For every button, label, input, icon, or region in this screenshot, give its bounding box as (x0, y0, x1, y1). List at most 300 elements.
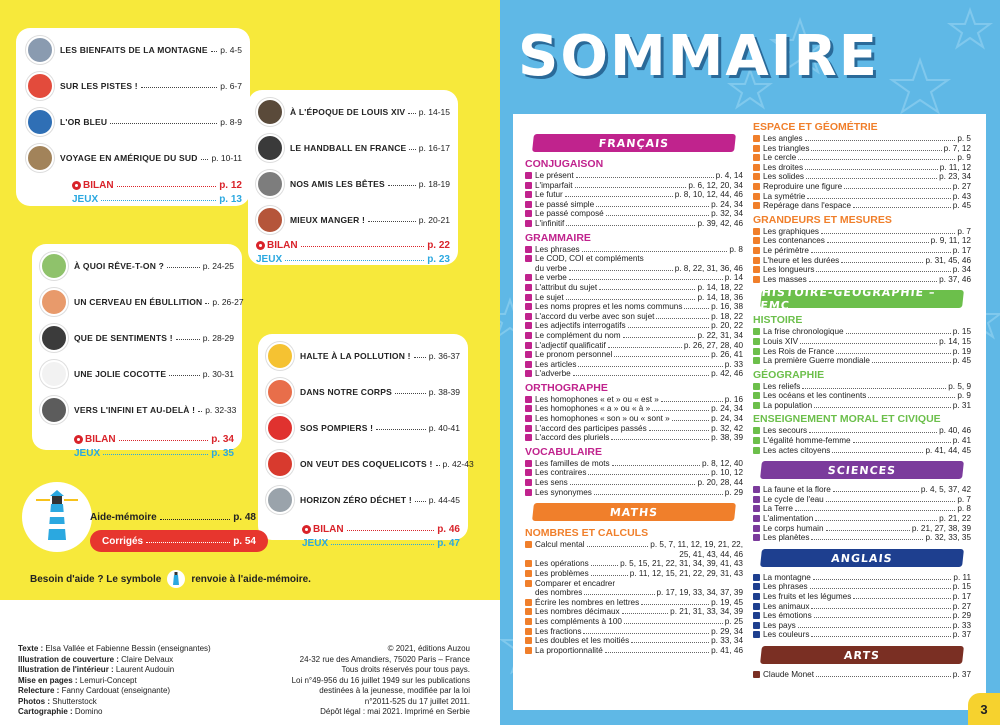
help-note-start: Besoin d'aide ? Le symbole (30, 573, 162, 585)
bilan-link[interactable] (74, 432, 234, 446)
contents-entry[interactable] (753, 426, 971, 436)
dot-leader (566, 219, 695, 226)
corriges-entry[interactable] (90, 530, 268, 552)
entry-label: L'accord des pluriels (535, 433, 610, 443)
lighthouse-small-icon (167, 570, 185, 588)
entry-label: L'adverbe (535, 369, 571, 379)
bullet-icon (525, 608, 532, 615)
dot-leader (176, 334, 200, 340)
bullet-icon (753, 247, 760, 254)
contents-entry[interactable] (525, 617, 743, 627)
bullet-icon (525, 182, 532, 189)
dot-leader (628, 321, 710, 328)
contents-entry[interactable] (525, 254, 743, 273)
contents-entry[interactable] (525, 579, 743, 598)
bullet-icon (753, 593, 760, 600)
entry-pages: p. 32, 42 (711, 423, 743, 433)
bullet-icon (753, 276, 760, 283)
contents-entry[interactable] (525, 293, 743, 303)
bilan-link[interactable] (256, 238, 450, 252)
entry-label: Le passé composé (535, 209, 604, 219)
contents-entry[interactable] (525, 171, 743, 181)
credit-value: Elsa Vallée et Fabienne Bessin (enseignantes) (43, 644, 211, 653)
bullet-icon (753, 357, 760, 364)
dot-leader (832, 446, 923, 453)
topic-row[interactable] (256, 130, 450, 166)
entry-line (535, 579, 743, 589)
entry-pages: p. 37, 46 (939, 274, 971, 284)
bullet-icon (753, 173, 760, 180)
bullet-icon (753, 671, 760, 678)
section-heading: GRAMMAIRE (525, 231, 591, 244)
contents-entry[interactable] (525, 350, 743, 360)
contents-entry[interactable] (525, 341, 743, 351)
dot-leader (868, 391, 955, 398)
entry-label: Les phrases (763, 582, 808, 592)
entry-label-cont: du verbe (535, 263, 567, 273)
topic-row[interactable] (266, 482, 460, 518)
credit-line (18, 665, 211, 676)
bullet-icon (525, 599, 532, 606)
contents-entry[interactable] (753, 611, 971, 621)
bilan-link[interactable] (302, 522, 460, 536)
bullet-icon (525, 415, 532, 422)
contents-entry[interactable] (525, 598, 743, 608)
entry-line (535, 254, 743, 264)
entry-pages: p. 5, 9 (948, 381, 971, 391)
entry-label: Les sens (535, 478, 568, 488)
dot-leader (826, 495, 956, 502)
dot-leader (565, 190, 673, 197)
dot-leader (809, 426, 937, 433)
topic-page: p. 20-21 (418, 215, 450, 225)
bullet-icon (753, 447, 760, 454)
bullet-icon (525, 172, 532, 179)
topic-page: p. 28-29 (202, 333, 234, 343)
dot-leader (811, 630, 950, 637)
bilan-label: BILAN (83, 179, 114, 191)
contents-entry[interactable] (525, 424, 743, 434)
section-heading: GRANDEURS ET MESURES (753, 213, 892, 226)
entry-pages: p. 24, 34 (711, 199, 743, 209)
contents-entry[interactable] (525, 395, 743, 405)
dot-leader (566, 293, 696, 300)
contents-entry[interactable] (753, 153, 971, 163)
bullet-icon (525, 479, 532, 486)
rocket-icon (40, 396, 68, 424)
topic-row[interactable] (256, 202, 450, 238)
dot-leader (388, 180, 416, 186)
contents-entry[interactable] (525, 569, 743, 579)
credit-line (18, 655, 211, 666)
contents-entry[interactable] (753, 602, 971, 612)
dot-leader (814, 611, 951, 618)
entry-pages: p. 41 (952, 436, 971, 446)
entry-label: Calcul mental (535, 540, 585, 550)
contents-entry[interactable] (753, 573, 971, 583)
contents-entry[interactable] (525, 283, 743, 293)
topic-row[interactable] (40, 320, 234, 356)
entry-pages: p. 21, 27, 38, 39 (911, 523, 971, 533)
entry-label: Les fractions (535, 626, 582, 636)
bullet-icon (525, 210, 532, 217)
credit-value: Laurent Audouin (113, 665, 175, 674)
topic-row[interactable] (40, 392, 237, 428)
contents-entry[interactable] (753, 182, 971, 192)
entry-pages: p. 27 (952, 181, 971, 191)
entry-label: La montagne (763, 572, 811, 582)
dot-leader (809, 275, 937, 282)
contents-entry[interactable] (525, 646, 743, 656)
bullet-icon (525, 580, 532, 587)
contents-entry[interactable] (753, 236, 971, 246)
contents-entry[interactable] (753, 227, 971, 237)
dot-leader (205, 298, 209, 304)
entry-label: Les masses (763, 274, 807, 284)
topic-row[interactable] (40, 284, 244, 320)
contents-entry[interactable] (753, 391, 971, 401)
contents-entry[interactable] (753, 347, 971, 357)
contents-entry[interactable] (525, 312, 743, 322)
dot-leader (814, 401, 951, 408)
dot-leader (798, 621, 951, 628)
dot-leader (584, 588, 654, 595)
topic-row[interactable] (256, 166, 450, 202)
page-title: SOMMAIRE (518, 24, 879, 89)
jeux-label: JEUX (74, 447, 101, 459)
entry-label: La faune et la flore (763, 485, 831, 495)
topic-row[interactable] (266, 446, 474, 482)
entry-label: Le pronom personnel (535, 350, 613, 360)
mountain-icon (26, 36, 54, 64)
section-heading: NOMBRES ET CALCULS (525, 527, 649, 540)
earth-icon (26, 108, 54, 136)
entry-pages: p. 11 (953, 572, 971, 582)
contents-entry[interactable] (753, 134, 971, 144)
dot-leader (802, 382, 946, 389)
bullet-icon (525, 351, 532, 358)
subject-banner: ANGLAIS (760, 549, 964, 567)
contents-entry[interactable] (525, 433, 743, 443)
dot-leader (672, 414, 709, 421)
bullet-icon (525, 647, 532, 654)
chicken-icon (40, 360, 68, 388)
aide-memoire-entry[interactable] (90, 512, 256, 523)
contents-entry[interactable] (753, 246, 971, 256)
entry-pages: p. 14 (724, 273, 743, 283)
topic-title: VERS L'INFINI ET AU-DELÀ ! (74, 405, 196, 415)
entry-label: Comparer et encadrer (535, 578, 616, 588)
entry-pages: p. 8, 22, 31, 36, 46 (674, 263, 743, 273)
credit-line (18, 676, 211, 687)
contents-entry[interactable] (753, 670, 971, 680)
dot-leader (415, 496, 426, 502)
contents-entry[interactable] (525, 209, 743, 219)
dot-leader (301, 241, 425, 247)
bullet-icon (753, 486, 760, 493)
jeux-link[interactable] (74, 446, 234, 460)
bullet-icon (525, 628, 532, 635)
dot-leader (169, 370, 200, 376)
contents-entry[interactable] (753, 256, 971, 266)
topic-title: UNE JOLIE COCOTTE (74, 369, 167, 379)
dot-leader (612, 459, 700, 466)
jeux-link[interactable] (302, 536, 460, 550)
contents-entry[interactable] (525, 414, 743, 424)
topic-title: ON VEUT DES COQUELICOTS ! (300, 459, 433, 469)
contents-entry[interactable] (525, 219, 743, 229)
entry-label: Les familles de mots (535, 458, 610, 468)
bilan-link[interactable] (72, 178, 242, 192)
dot-leader (285, 255, 424, 261)
bullet-icon (525, 405, 532, 412)
dot-leader (119, 435, 209, 441)
entry-pages: p. 41, 46 (711, 645, 743, 655)
topic-row[interactable] (40, 248, 234, 284)
contents-entry[interactable] (525, 360, 743, 370)
contents-entry[interactable] (525, 245, 743, 255)
entry-pages: p. 5, 7, 11, 12, 19, 21, 22, (650, 540, 743, 550)
bilan-label: BILAN (85, 433, 116, 445)
contents-entry[interactable] (753, 495, 971, 505)
contents-entry[interactable] (753, 514, 971, 524)
entry-label: L'alimentation (763, 514, 814, 524)
credit-key: Relecture : (18, 686, 60, 695)
topic-title: UN CERVEAU EN ÉBULLITION (74, 297, 203, 307)
entry-pages-cont: 25, 41, 43, 44, 46 (679, 549, 743, 559)
entry-label: Les solides (763, 172, 804, 182)
entry-pages: p. 11, 12, 15, 21, 22, 29, 31, 43 (629, 569, 743, 578)
dot-leader (569, 264, 673, 271)
contents-entry[interactable] (753, 265, 971, 275)
contents-entry[interactable] (525, 302, 743, 312)
entry-pages: p. 26, 27, 28, 40 (683, 340, 743, 350)
dot-leader (872, 356, 951, 363)
contents-entry[interactable] (525, 369, 743, 379)
dot-leader (813, 573, 952, 580)
entry-pages: p. 31, 45, 46 (925, 255, 971, 265)
entry-label: Louis XIV (763, 336, 799, 346)
entry-pages: p. 16 (724, 394, 743, 404)
entry-pages: p. 17 (952, 245, 971, 255)
contents-entry[interactable] (753, 436, 971, 446)
bullet-icon (753, 237, 760, 244)
bullet-icon (753, 515, 760, 522)
entry-label: Les contenances (763, 236, 825, 246)
dot-leader (573, 369, 709, 376)
contents-entry[interactable] (753, 401, 971, 411)
topic-row[interactable] (266, 410, 460, 446)
jeux-page: p. 35 (211, 447, 234, 459)
contents-entry[interactable] (525, 181, 743, 191)
contents-entry[interactable] (753, 382, 971, 392)
entry-pages: p. 29 (952, 611, 971, 621)
contents-entry[interactable] (753, 356, 971, 366)
contents-entry[interactable] (525, 404, 743, 414)
contents-entry[interactable] (753, 275, 971, 285)
entry-label: Le passé simple (535, 199, 595, 209)
subject-banner: MATHS (532, 503, 736, 521)
entry-line (535, 550, 743, 560)
entry-label: Écrire les nombres en lettres (535, 597, 640, 607)
entry-pages: p. 5, 15, 21, 22, 31, 34, 39, 41, 43 (620, 559, 743, 569)
contents-entry[interactable] (525, 488, 743, 498)
topic-row[interactable] (26, 104, 242, 140)
contents-entry[interactable] (753, 630, 971, 640)
bullet-icon (753, 574, 760, 581)
bullet-icon (753, 154, 760, 161)
topic-row[interactable] (40, 356, 234, 392)
dot-leader (815, 514, 937, 521)
dot-leader (811, 533, 923, 540)
contents-entry[interactable] (753, 524, 971, 534)
entry-label: Les synonymes (535, 487, 592, 497)
bilan-page: p. 12 (219, 179, 242, 191)
bullet-icon (753, 338, 760, 345)
theme-card-3 (32, 244, 244, 459)
contents-entry[interactable] (525, 627, 743, 637)
contents-entry[interactable] (753, 163, 971, 173)
dot-leader (608, 341, 682, 348)
contents-column-left (525, 128, 743, 655)
contents-entry[interactable] (753, 582, 971, 592)
contents-entry[interactable] (753, 533, 971, 543)
entry-pages: p. 8, 12, 40 (702, 458, 743, 468)
entry-pages: p. 15 (952, 582, 971, 592)
contents-entry[interactable] (753, 504, 971, 514)
entry-label: Les océans et les continents (763, 391, 867, 401)
contents-entry[interactable] (525, 468, 743, 478)
entry-label: L'égalité homme-femme (763, 436, 851, 446)
entry-body (535, 540, 743, 559)
contents-entry[interactable] (525, 540, 743, 559)
entry-pages: p. 45 (952, 201, 971, 211)
entry-label: Les phrases (535, 244, 580, 254)
topic-title: SOS POMPIERS ! (300, 423, 374, 433)
bullet-icon (753, 257, 760, 264)
credits (18, 644, 211, 718)
jeux-link[interactable] (72, 192, 242, 206)
contents-entry[interactable] (753, 485, 971, 495)
bullet-icon (753, 505, 760, 512)
topic-page: p. 18-19 (418, 179, 450, 189)
topic-row[interactable] (26, 140, 242, 176)
contents-entry[interactable] (753, 201, 971, 211)
bilan-page: p. 46 (437, 523, 460, 535)
contents-entry[interactable] (753, 172, 971, 182)
bullet-icon (753, 266, 760, 273)
bullet-icon (525, 560, 532, 567)
bullet-icon (753, 383, 760, 390)
contents-entry[interactable] (525, 478, 743, 488)
entry-label: Les homophones « son » ou « sont » (535, 414, 670, 424)
topic-title: NOS AMIS LES BÊTES (290, 179, 385, 189)
copyright-line: © 2021, éditions Auzou (387, 644, 470, 653)
contents-entry[interactable] (525, 607, 743, 617)
entry-label: Les adjectifs interrogatifs (535, 321, 626, 331)
topic-row[interactable] (266, 374, 460, 410)
contents-entry[interactable] (753, 592, 971, 602)
bullet-icon (525, 313, 532, 320)
contents-entry[interactable] (525, 190, 743, 200)
bullet-icon (753, 392, 760, 399)
bilan-page: p. 34 (211, 433, 234, 445)
contents-entry[interactable] (753, 446, 971, 456)
entry-pages: p. 40, 46 (939, 426, 971, 436)
entry-label: Les secours (763, 426, 808, 436)
bullet-icon (525, 570, 532, 577)
entry-label-cont: des nombres (535, 588, 583, 598)
jeux-link[interactable] (256, 252, 450, 266)
topic-page: p. 14-15 (418, 107, 450, 117)
contents-entry[interactable] (753, 337, 971, 347)
jeux-page: p. 47 (437, 537, 460, 549)
dot-leader (596, 200, 709, 207)
section-heading: HISTOIRE (753, 314, 803, 327)
dot-leader (594, 488, 723, 495)
topic-title: SUR LES PISTES ! (60, 81, 138, 91)
topic-page: p. 10-11 (211, 153, 242, 163)
topic-page: p. 40-41 (428, 423, 460, 433)
entry-pages: p. 7 (957, 226, 971, 236)
dot-leader (805, 134, 956, 141)
topic-row[interactable] (26, 68, 242, 104)
contents-entry[interactable] (525, 636, 743, 646)
contents-entry[interactable] (525, 321, 743, 331)
contents-entry[interactable] (525, 200, 743, 210)
dot-leader (684, 302, 709, 309)
contents-entry[interactable] (525, 331, 743, 341)
aide-memoire-label: Aide-mémoire (90, 512, 157, 523)
bilan-label: BILAN (267, 239, 298, 251)
topic-page: p. 26-27 (212, 297, 244, 307)
contents-entry[interactable] (753, 621, 971, 631)
entry-pages: p. 14, 18, 36 (697, 292, 743, 302)
firefighter-icon (266, 414, 294, 442)
topic-title: LES BIENFAITS DE LA MONTAGNE (60, 45, 208, 55)
dot-leader (578, 360, 722, 367)
dot-leader (821, 227, 955, 234)
topic-row[interactable] (26, 32, 242, 68)
topic-row[interactable] (256, 94, 450, 130)
contents-entry[interactable] (525, 559, 743, 569)
entry-label: La première Guerre mondiale (763, 356, 870, 366)
contents-entry[interactable] (525, 459, 743, 469)
entry-pages: p. 15 (952, 327, 971, 337)
topic-title: MIEUX MANGER ! (290, 215, 366, 225)
dot-leader (614, 350, 709, 357)
card-1-topics (26, 32, 242, 176)
contents-entry[interactable] (753, 144, 971, 154)
entry-pages: p. 41, 44, 45 (925, 445, 971, 455)
entry-pages: p. 17, 19, 33, 34, 37, 39 (656, 588, 743, 598)
entry-pages: p. 23, 34 (939, 172, 971, 182)
entry-label: L'attribut du sujet (535, 282, 598, 292)
entry-pages: p. 38, 39 (711, 433, 743, 443)
page-number: 3 (968, 693, 1000, 725)
entry-label: La symétrie (763, 191, 806, 201)
topic-row[interactable] (266, 338, 460, 374)
contents-entry[interactable] (753, 192, 971, 202)
contents-entry[interactable] (525, 273, 743, 283)
contents-entry[interactable] (753, 327, 971, 337)
entry-pages: p. 14, 15 (939, 336, 971, 346)
dot-leader (569, 273, 723, 280)
bullet-icon (753, 427, 760, 434)
bullet-icon (525, 294, 532, 301)
bullet-icon (525, 425, 532, 432)
entry-pages: p. 32, 34 (711, 209, 743, 219)
